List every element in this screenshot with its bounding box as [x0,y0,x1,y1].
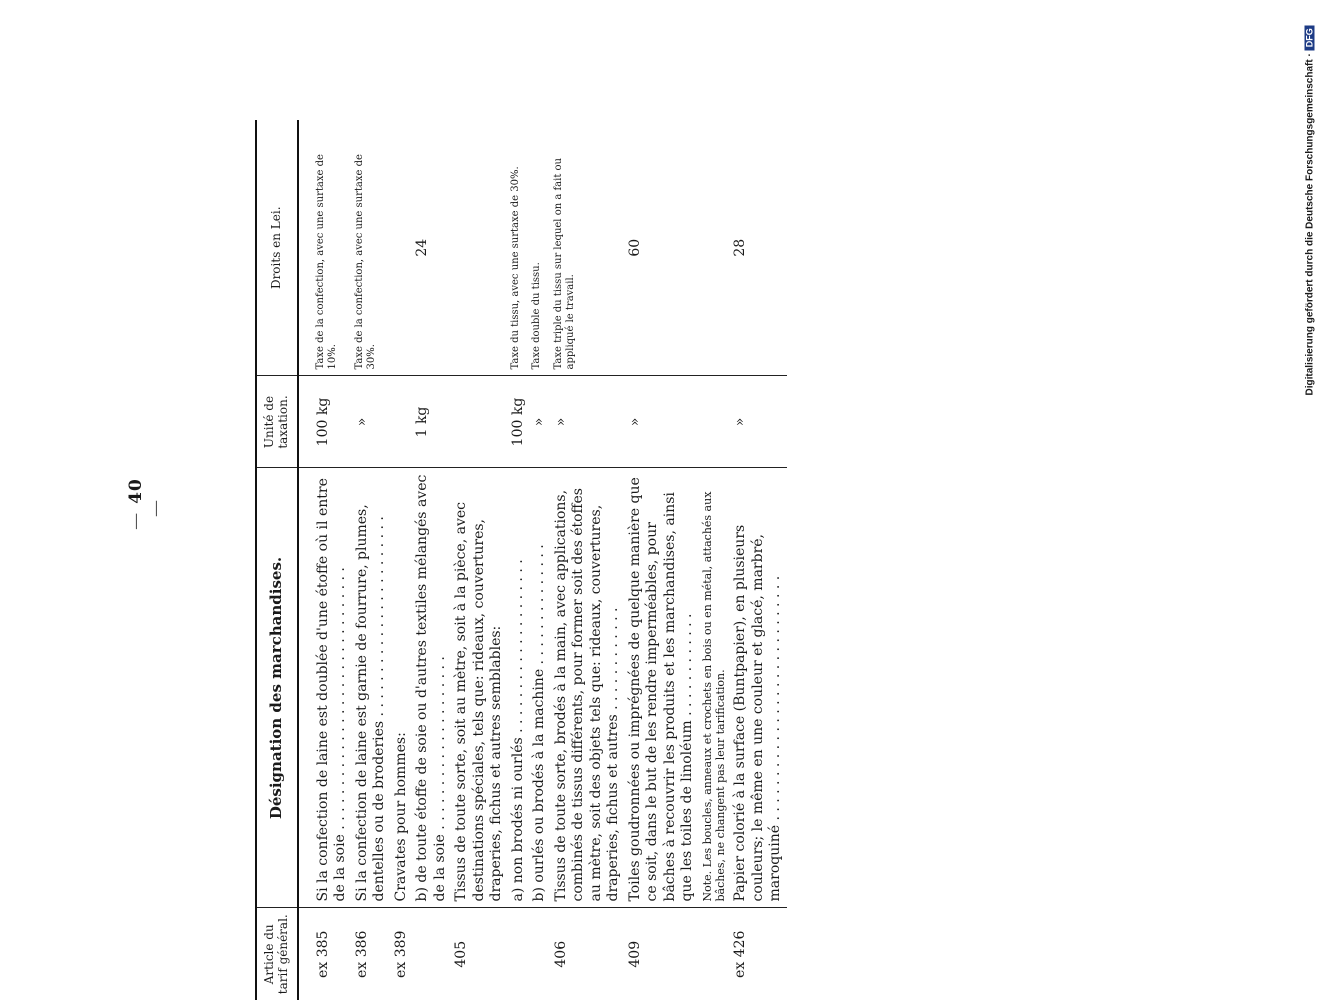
table-row-note [699,120,731,1000]
row-duty: Taxe double du tissu. [529,120,551,376]
row-duty: Taxe triple du tissu sur lequel on a fait ou appliqué le travail. [551,120,625,376]
row-duty: Taxe de la confection, avec une surtaxe de 30%. [352,120,391,376]
row-unit: » [551,376,625,468]
row-article: 406 [552,940,569,968]
table-row [412,120,451,1000]
table-row [730,120,787,1000]
table-row [352,120,391,1000]
row-article [529,908,551,1000]
row-designation: a) non brodés ni ourlés . . . . . . . . . . . . . . . . . . . . [508,468,530,908]
table-row [625,120,699,1000]
row-designation: Tissus de toute sorte, soit au mètre, soit à la pièce, avec destinations spéciales, tels que: rideaux, couvertures, draperies, fichus et autres semblables: [451,468,508,908]
row-article: ex 385 [314,930,331,978]
row-designation: Si la confection de laine est garnie de fourrure, plumes, dentelles ou de broderies . . . . . . . . . . . . . . . . . . . . . . . [352,468,391,908]
row-duty: Taxe de la confection, avec une surtaxe de 10%. [313,120,352,376]
row-duty [391,120,413,376]
row-article: ex 426 [732,930,749,978]
table-header-row [256,120,298,1000]
row-article [412,908,451,1000]
dfg-logo: DFG [1305,25,1315,50]
row-duty: 60 [625,120,699,376]
header-unit: Unité de taxation. [256,376,298,468]
row-unit: » [352,376,391,468]
row-unit: » [730,376,787,468]
tariff-table-container [255,120,1135,995]
table-row [451,120,508,1000]
row-unit [699,376,731,468]
table-row [529,120,551,1000]
row-designation: Si la confection de laine est doublée d'une étoffe où il entre de la soie . . . . . . . . . . . . . . . . . . . . . . . . . . . . . . [313,468,352,908]
page-number [126,478,166,538]
table-row [551,120,625,1000]
row-designation: b) ourlés ou brodés à la machine . . . . . . . . . . . . . . [529,468,551,908]
row-note: Note. Les boucles, anneaux et crochets en bois ou en métal, attachés aux bâches, ne changent pas leur tarification. [699,468,731,908]
page-number-value: 40 [126,478,146,504]
row-article: ex 389 [392,930,409,978]
row-designation: Papier colorié à la surface (Buntpapier), en plusieurs couleurs; le même en une couleur et glacé, marbré, maroquiné . . . . . . . . . . . . . . . . . . . . . . . . . . . . [730,468,787,908]
row-designation: Toiles goudronnées ou imprégnées de quelque manière que ce soit, dans le but de les rendre imperméables, pour bâches à recouvrir les produits et les marchandises, ainsi que les toiles de linoléum . . . . . . . . . . . . [625,468,699,908]
header-duty: Droits en Lei. [256,120,298,376]
rotated-page [255,120,1103,1000]
row-designation: Cravates pour hommes: [391,468,413,908]
row-designation: Tissus de toute sorte, brodés à la main, avec applications, combinés de tissus différents, pour former soit des étoffes au mètre, soit des objets tels que: rideaux, couvertures, draperies, fichus et autres . . . . . . . . . . . . [551,468,625,908]
row-article: ex 386 [353,930,370,978]
row-article [699,908,731,1000]
row-duty: Taxe du tissu, avec une surtaxe de 30%. [508,120,530,376]
table-row [391,120,413,1000]
page-dash-right: — [146,499,166,517]
row-unit [451,376,508,468]
row-article: 409 [626,940,643,968]
row-unit: » [625,376,699,468]
row-duty: 24 [412,120,451,376]
digitization-credit [1305,0,1316,396]
row-duty [699,120,731,376]
row-unit: » [529,376,551,468]
row-article: 405 [453,940,470,968]
row-article [508,908,530,1000]
table-row [313,120,352,1000]
row-unit: 100 kg [313,376,352,468]
header-designation: Désignation des marchandises. [256,468,298,908]
page-dash-left: — [126,511,146,530]
credit-text: Digitalisierung gefördert durch die Deutsche Forschungsgemeinschaft · [1304,53,1316,396]
row-duty [451,120,508,376]
tariff-table [255,120,787,1000]
row-designation: b) de toute étoffe de soie ou d'autres textiles mélangés avec de la soie . . . . . . . . . . . . . . . . . . . . [412,468,451,908]
row-duty: 28 [730,120,787,376]
table-row [508,120,530,1000]
row-unit: 100 kg [508,376,530,468]
header-article: Article du tarif général. [256,908,298,1000]
row-unit: 1 kg [412,376,451,468]
row-unit [391,376,413,468]
